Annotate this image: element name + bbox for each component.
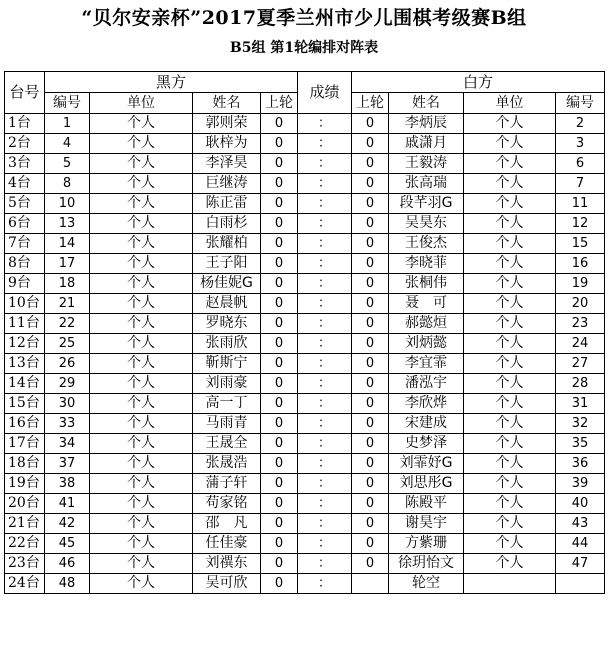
table-row	[5, 374, 605, 394]
black-name-cell: 刘禩东	[193, 554, 261, 574]
white-name-cell: 戚潇月	[389, 134, 464, 154]
white-prev-cell: 0	[352, 174, 389, 194]
black-name-cell: 张雨欣	[193, 334, 261, 354]
result-cell: ：	[298, 454, 352, 474]
white-name-cell: 方紫珊	[389, 534, 464, 554]
black-prev-cell: 0	[261, 474, 298, 494]
black-name-cell: 赵晨帆	[193, 294, 261, 314]
header-white-number: 编号	[556, 93, 605, 114]
result-cell: ：	[298, 334, 352, 354]
white-prev-cell: 0	[352, 194, 389, 214]
table-row	[5, 134, 605, 154]
result-cell: ：	[298, 394, 352, 414]
white-unit-cell: 个人	[464, 234, 556, 254]
white-prev-cell: 0	[352, 554, 389, 574]
white-number-cell: 28	[556, 374, 605, 394]
black-number-cell: 30	[45, 394, 90, 414]
board-cell: 21台	[5, 514, 45, 534]
white-name-cell: 张高瑞	[389, 174, 464, 194]
result-cell: ：	[298, 534, 352, 554]
white-unit-cell: 个人	[464, 274, 556, 294]
white-name-cell: 李炳辰	[389, 114, 464, 134]
white-name-cell: 刘思彤G	[389, 474, 464, 494]
black-unit-cell: 个人	[90, 514, 193, 534]
table-row	[5, 274, 605, 294]
white-unit-cell: 个人	[464, 454, 556, 474]
black-name-cell: 郭则荣	[193, 114, 261, 134]
result-cell: ：	[298, 234, 352, 254]
white-unit-cell: 个人	[464, 194, 556, 214]
black-prev-cell: 0	[261, 434, 298, 454]
white-prev-cell: 0	[352, 214, 389, 234]
black-number-cell: 45	[45, 534, 90, 554]
white-name-cell: 刘霏妤G	[389, 454, 464, 474]
white-unit-cell: 个人	[464, 134, 556, 154]
white-number-cell: 20	[556, 294, 605, 314]
white-unit-cell: 个人	[464, 294, 556, 314]
board-cell: 6台	[5, 214, 45, 234]
table-row	[5, 214, 605, 234]
black-name-cell: 张耀柏	[193, 234, 261, 254]
white-number-cell: 2	[556, 114, 605, 134]
board-cell: 8台	[5, 254, 45, 274]
black-number-cell: 42	[45, 514, 90, 534]
result-cell: ：	[298, 154, 352, 174]
board-cell: 22台	[5, 534, 45, 554]
result-cell: ：	[298, 494, 352, 514]
white-number-cell: 23	[556, 314, 605, 334]
black-number-cell: 5	[45, 154, 90, 174]
white-name-cell: 潘泓宇	[389, 374, 464, 394]
black-unit-cell: 个人	[90, 254, 193, 274]
board-cell: 5台	[5, 194, 45, 214]
black-number-cell: 22	[45, 314, 90, 334]
table-row	[5, 494, 605, 514]
white-number-cell: 44	[556, 534, 605, 554]
white-number-cell: 31	[556, 394, 605, 414]
black-unit-cell: 个人	[90, 214, 193, 234]
white-prev-cell: 0	[352, 334, 389, 354]
black-name-cell: 邵 凡	[193, 514, 261, 534]
black-unit-cell: 个人	[90, 314, 193, 334]
header-black: 黑方	[45, 72, 298, 93]
white-number-cell	[556, 574, 605, 594]
white-unit-cell: 个人	[464, 174, 556, 194]
white-unit-cell: 个人	[464, 314, 556, 334]
white-name-cell: 李晓菲	[389, 254, 464, 274]
white-unit-cell: 个人	[464, 534, 556, 554]
white-prev-cell: 0	[352, 374, 389, 394]
black-unit-cell: 个人	[90, 174, 193, 194]
page-subtitle: B5组 第1轮编排对阵表	[229, 40, 379, 56]
header-board: 台号	[5, 72, 45, 114]
table-row	[5, 534, 605, 554]
white-unit-cell: 个人	[464, 114, 556, 134]
white-prev-cell: 0	[352, 154, 389, 174]
header-black-name: 姓名	[193, 93, 261, 114]
black-unit-cell: 个人	[90, 354, 193, 374]
black-prev-cell: 0	[261, 294, 298, 314]
white-name-cell: 聂 可	[389, 294, 464, 314]
white-prev-cell: 0	[352, 534, 389, 554]
white-number-cell: 27	[556, 354, 605, 374]
black-number-cell: 29	[45, 374, 90, 394]
black-number-cell: 21	[45, 294, 90, 314]
white-name-cell: 张桐伟	[389, 274, 464, 294]
black-unit-cell: 个人	[90, 274, 193, 294]
black-number-cell: 46	[45, 554, 90, 574]
white-prev-cell: 0	[352, 434, 389, 454]
white-number-cell: 24	[556, 334, 605, 354]
result-cell: ：	[298, 354, 352, 374]
black-name-cell: 巨继涛	[193, 174, 261, 194]
white-unit-cell	[464, 574, 556, 594]
black-number-cell: 37	[45, 454, 90, 474]
black-prev-cell: 0	[261, 154, 298, 174]
white-number-cell: 40	[556, 494, 605, 514]
black-name-cell: 杨佳妮G	[193, 274, 261, 294]
black-unit-cell: 个人	[90, 434, 193, 454]
white-number-cell: 6	[556, 154, 605, 174]
black-prev-cell: 0	[261, 254, 298, 274]
black-unit-cell: 个人	[90, 134, 193, 154]
black-prev-cell: 0	[261, 214, 298, 234]
board-cell: 10台	[5, 294, 45, 314]
white-prev-cell: 0	[352, 394, 389, 414]
white-name-cell: 段芊羽G	[389, 194, 464, 214]
board-cell: 24台	[5, 574, 45, 594]
white-name-cell: 刘炳懿	[389, 334, 464, 354]
result-cell: ：	[298, 434, 352, 454]
black-number-cell: 48	[45, 574, 90, 594]
result-cell: ：	[298, 374, 352, 394]
black-name-cell: 李泽昊	[193, 154, 261, 174]
black-number-cell: 14	[45, 234, 90, 254]
black-unit-cell: 个人	[90, 374, 193, 394]
table-row	[5, 394, 605, 414]
table-row	[5, 154, 605, 174]
white-number-cell: 36	[556, 454, 605, 474]
result-cell: ：	[298, 134, 352, 154]
black-prev-cell: 0	[261, 314, 298, 334]
black-unit-cell: 个人	[90, 194, 193, 214]
black-prev-cell: 0	[261, 334, 298, 354]
table-row	[5, 294, 605, 314]
black-name-cell: 王子阳	[193, 254, 261, 274]
result-cell: ：	[298, 114, 352, 134]
black-unit-cell: 个人	[90, 114, 193, 134]
white-unit-cell: 个人	[464, 254, 556, 274]
black-prev-cell: 0	[261, 394, 298, 414]
white-name-cell: 李欣烨	[389, 394, 464, 414]
table-row	[5, 354, 605, 374]
black-number-cell: 4	[45, 134, 90, 154]
board-cell: 3台	[5, 154, 45, 174]
white-unit-cell: 个人	[464, 354, 556, 374]
black-number-cell: 33	[45, 414, 90, 434]
black-name-cell: 任佳豪	[193, 534, 261, 554]
black-unit-cell: 个人	[90, 574, 193, 594]
black-prev-cell: 0	[261, 554, 298, 574]
header-white: 白方	[352, 72, 605, 93]
board-cell: 11台	[5, 314, 45, 334]
result-cell: ：	[298, 214, 352, 234]
table-row	[5, 574, 605, 594]
black-prev-cell: 0	[261, 274, 298, 294]
white-unit-cell: 个人	[464, 554, 556, 574]
black-unit-cell: 个人	[90, 474, 193, 494]
table-row	[5, 514, 605, 534]
white-name-cell: 王俊杰	[389, 234, 464, 254]
white-name-cell: 史梦泽	[389, 434, 464, 454]
black-prev-cell: 0	[261, 354, 298, 374]
white-unit-cell: 个人	[464, 434, 556, 454]
white-unit-cell: 个人	[464, 474, 556, 494]
result-cell: ：	[298, 194, 352, 214]
black-prev-cell: 0	[261, 194, 298, 214]
board-cell: 14台	[5, 374, 45, 394]
table-row	[5, 434, 605, 454]
board-cell: 2台	[5, 134, 45, 154]
result-cell: ：	[298, 274, 352, 294]
white-prev-cell: 0	[352, 414, 389, 434]
white-unit-cell: 个人	[464, 414, 556, 434]
black-unit-cell: 个人	[90, 154, 193, 174]
header-black-unit: 单位	[90, 93, 193, 114]
black-prev-cell: 0	[261, 114, 298, 134]
board-cell: 1台	[5, 114, 45, 134]
white-prev-cell: 0	[352, 134, 389, 154]
black-number-cell: 18	[45, 274, 90, 294]
table-row	[5, 254, 605, 274]
black-number-cell: 34	[45, 434, 90, 454]
black-number-cell: 38	[45, 474, 90, 494]
black-unit-cell: 个人	[90, 334, 193, 354]
black-unit-cell: 个人	[90, 414, 193, 434]
white-unit-cell: 个人	[464, 154, 556, 174]
black-unit-cell: 个人	[90, 454, 193, 474]
white-number-cell: 15	[556, 234, 605, 254]
white-prev-cell: 0	[352, 454, 389, 474]
white-prev-cell: 0	[352, 474, 389, 494]
result-cell: ：	[298, 514, 352, 534]
black-unit-cell: 个人	[90, 394, 193, 414]
black-number-cell: 26	[45, 354, 90, 374]
result-cell: ：	[298, 254, 352, 274]
white-number-cell: 39	[556, 474, 605, 494]
board-cell: 9台	[5, 274, 45, 294]
header-black-number: 编号	[45, 93, 90, 114]
result-cell: ：	[298, 554, 352, 574]
result-cell: ：	[298, 294, 352, 314]
white-number-cell: 35	[556, 434, 605, 454]
white-unit-cell: 个人	[464, 334, 556, 354]
white-unit-cell: 个人	[464, 374, 556, 394]
board-cell: 17台	[5, 434, 45, 454]
table-row	[5, 474, 605, 494]
white-name-cell: 谢昊宇	[389, 514, 464, 534]
black-name-cell: 白雨杉	[193, 214, 261, 234]
white-prev-cell: 0	[352, 314, 389, 334]
black-name-cell: 苟家铭	[193, 494, 261, 514]
board-cell: 7台	[5, 234, 45, 254]
white-number-cell: 47	[556, 554, 605, 574]
black-name-cell: 吴可欣	[193, 574, 261, 594]
white-prev-cell: 0	[352, 114, 389, 134]
black-number-cell: 10	[45, 194, 90, 214]
white-name-cell: 郝懿烜	[389, 314, 464, 334]
table-row	[5, 234, 605, 254]
black-number-cell: 1	[45, 114, 90, 134]
black-prev-cell: 0	[261, 414, 298, 434]
black-name-cell: 罗晓东	[193, 314, 261, 334]
white-name-cell: 李宜霏	[389, 354, 464, 374]
result-cell: ：	[298, 474, 352, 494]
result-cell: ：	[298, 314, 352, 334]
white-number-cell: 12	[556, 214, 605, 234]
page-title: “贝尔安亲杯”2017夏季兰州市少儿围棋考级赛B组	[81, 7, 527, 29]
white-prev-cell: 0	[352, 234, 389, 254]
header-white-unit: 单位	[464, 93, 556, 114]
white-number-cell: 11	[556, 194, 605, 214]
header-result: 成绩	[298, 72, 352, 114]
white-prev-cell: 0	[352, 294, 389, 314]
black-number-cell: 17	[45, 254, 90, 274]
black-unit-cell: 个人	[90, 234, 193, 254]
result-cell: ：	[298, 574, 352, 594]
table-row	[5, 414, 605, 434]
header-white-prev: 上轮	[352, 93, 389, 114]
white-name-cell: 陈殿平	[389, 494, 464, 514]
board-cell: 12台	[5, 334, 45, 354]
black-number-cell: 13	[45, 214, 90, 234]
board-cell: 16台	[5, 414, 45, 434]
white-name-cell: 王毅涛	[389, 154, 464, 174]
white-prev-cell: 0	[352, 354, 389, 374]
white-number-cell: 19	[556, 274, 605, 294]
table-row	[5, 174, 605, 194]
black-name-cell: 张晟浩	[193, 454, 261, 474]
black-unit-cell: 个人	[90, 294, 193, 314]
black-unit-cell: 个人	[90, 494, 193, 514]
black-unit-cell: 个人	[90, 554, 193, 574]
board-cell: 19台	[5, 474, 45, 494]
black-prev-cell: 0	[261, 574, 298, 594]
board-cell: 18台	[5, 454, 45, 474]
board-cell: 4台	[5, 174, 45, 194]
black-name-cell: 蒲子轩	[193, 474, 261, 494]
black-prev-cell: 0	[261, 494, 298, 514]
black-prev-cell: 0	[261, 134, 298, 154]
black-number-cell: 8	[45, 174, 90, 194]
black-name-cell: 王晟全	[193, 434, 261, 454]
table-row	[5, 314, 605, 334]
result-cell: ：	[298, 174, 352, 194]
table-row	[5, 194, 605, 214]
black-prev-cell: 0	[261, 514, 298, 534]
pairing-rows	[5, 114, 605, 594]
black-number-cell: 41	[45, 494, 90, 514]
black-name-cell: 刘雨豪	[193, 374, 261, 394]
white-unit-cell: 个人	[464, 514, 556, 534]
black-prev-cell: 0	[261, 374, 298, 394]
black-prev-cell: 0	[261, 174, 298, 194]
white-number-cell: 43	[556, 514, 605, 534]
black-name-cell: 靳斯宁	[193, 354, 261, 374]
black-prev-cell: 0	[261, 454, 298, 474]
black-prev-cell: 0	[261, 534, 298, 554]
white-prev-cell: 0	[352, 494, 389, 514]
white-number-cell: 3	[556, 134, 605, 154]
table-row	[5, 334, 605, 354]
pairing-table	[4, 71, 605, 594]
black-name-cell: 高一丁	[193, 394, 261, 414]
white-prev-cell: 0	[352, 514, 389, 534]
board-cell: 20台	[5, 494, 45, 514]
white-prev-cell: 0	[352, 274, 389, 294]
white-name-cell: 轮空	[389, 574, 464, 594]
black-unit-cell: 个人	[90, 534, 193, 554]
white-prev-cell	[352, 574, 389, 594]
black-name-cell: 马雨青	[193, 414, 261, 434]
board-cell: 15台	[5, 394, 45, 414]
header-black-prev: 上轮	[261, 93, 298, 114]
black-name-cell: 耿梓为	[193, 134, 261, 154]
white-name-cell: 宋建成	[389, 414, 464, 434]
white-number-cell: 32	[556, 414, 605, 434]
white-prev-cell: 0	[352, 254, 389, 274]
white-unit-cell: 个人	[464, 394, 556, 414]
white-number-cell: 16	[556, 254, 605, 274]
black-name-cell: 陈正雷	[193, 194, 261, 214]
white-unit-cell: 个人	[464, 494, 556, 514]
table-row	[5, 454, 605, 474]
table-row	[5, 554, 605, 574]
board-cell: 13台	[5, 354, 45, 374]
table-row	[5, 114, 605, 134]
result-cell: ：	[298, 414, 352, 434]
black-prev-cell: 0	[261, 234, 298, 254]
board-cell: 23台	[5, 554, 45, 574]
black-number-cell: 25	[45, 334, 90, 354]
white-name-cell: 吴昊东	[389, 214, 464, 234]
white-unit-cell: 个人	[464, 214, 556, 234]
white-name-cell: 徐玥怡文	[389, 554, 464, 574]
white-number-cell: 7	[556, 174, 605, 194]
header-white-name: 姓名	[389, 93, 464, 114]
